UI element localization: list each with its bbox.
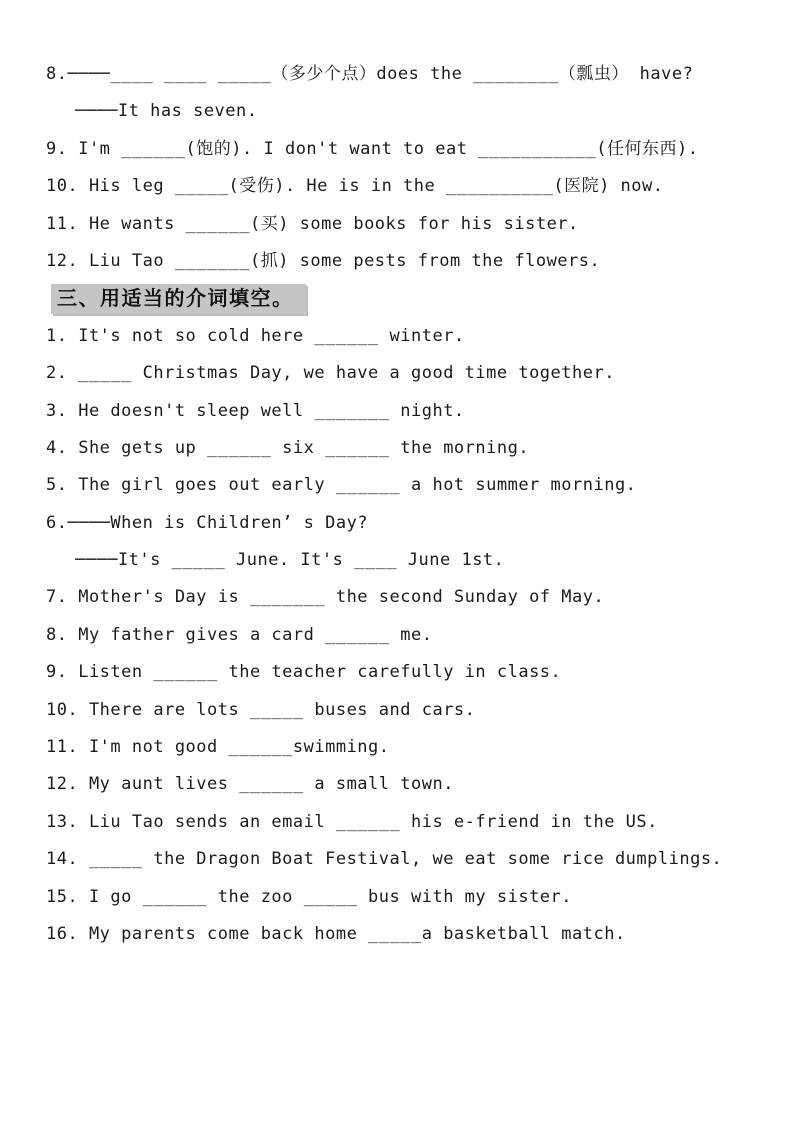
section-three-heading-row bbox=[46, 280, 773, 317]
s3-item-7: 7. Mother's Day is _______ the second Sunday of May. bbox=[46, 587, 605, 608]
s3-item-6-answer: ────It's _____ June. It's ____ June 1st. bbox=[75, 550, 505, 571]
s2-item-10: 10. His leg _____(受伤). He is in the __________(医院) now. bbox=[46, 176, 664, 197]
s3-item-6-question: 6.────When is Children’ s Day? bbox=[46, 512, 369, 533]
s3-item-10: 10. There are lots _____ buses and cars. bbox=[46, 699, 476, 720]
s2-item-9: 9. I'm ______(饱的). I don't want to eat ___________(任何东西). bbox=[46, 138, 699, 159]
s2-item-11: 11. He wants ______(买) some books for his sister. bbox=[46, 213, 579, 234]
s3-item-13: 13. Liu Tao sends an email ______ his e-friend in the US. bbox=[46, 811, 658, 832]
s3-item-15: 15. I go ______ the zoo _____ bus with my sister. bbox=[46, 886, 573, 907]
s3-item-11: 11. I'm not good ______swimming. bbox=[46, 737, 390, 758]
s2-item-8-answer: ────It has seven. bbox=[75, 101, 258, 122]
s3-item-3: 3. He doesn't sleep well _______ night. bbox=[46, 400, 465, 421]
s3-item-5: 5. The girl goes out early ______ a hot summer morning. bbox=[46, 475, 637, 496]
s3-item-4: 4. She gets up ______ six ______ the morning. bbox=[46, 437, 530, 458]
section-three-heading: 三、用适当的介词填空。 bbox=[51, 284, 306, 314]
s3-item-14: 14. _____ the Dragon Boat Festival, we eat some rice dumplings. bbox=[46, 849, 723, 870]
s3-item-1: 1. It's not so cold here ______ winter. bbox=[46, 325, 465, 346]
s3-item-9: 9. Listen ______ the teacher carefully in class. bbox=[46, 662, 562, 683]
s3-item-12: 12. My aunt lives ______ a small town. bbox=[46, 774, 454, 795]
s2-item-12: 12. Liu Tao _______(抓) some pests from the flowers. bbox=[46, 250, 601, 271]
s3-item-16: 16. My parents come back home _____a basketball match. bbox=[46, 923, 626, 944]
s3-item-2: 2. _____ Christmas Day, we have a good time together. bbox=[46, 363, 615, 384]
s3-item-8: 8. My father gives a card ______ me. bbox=[46, 624, 433, 645]
s2-item-8-question: 8.────____ ____ _____（多少个点）does the ________（瓢虫） have? bbox=[46, 64, 694, 84]
